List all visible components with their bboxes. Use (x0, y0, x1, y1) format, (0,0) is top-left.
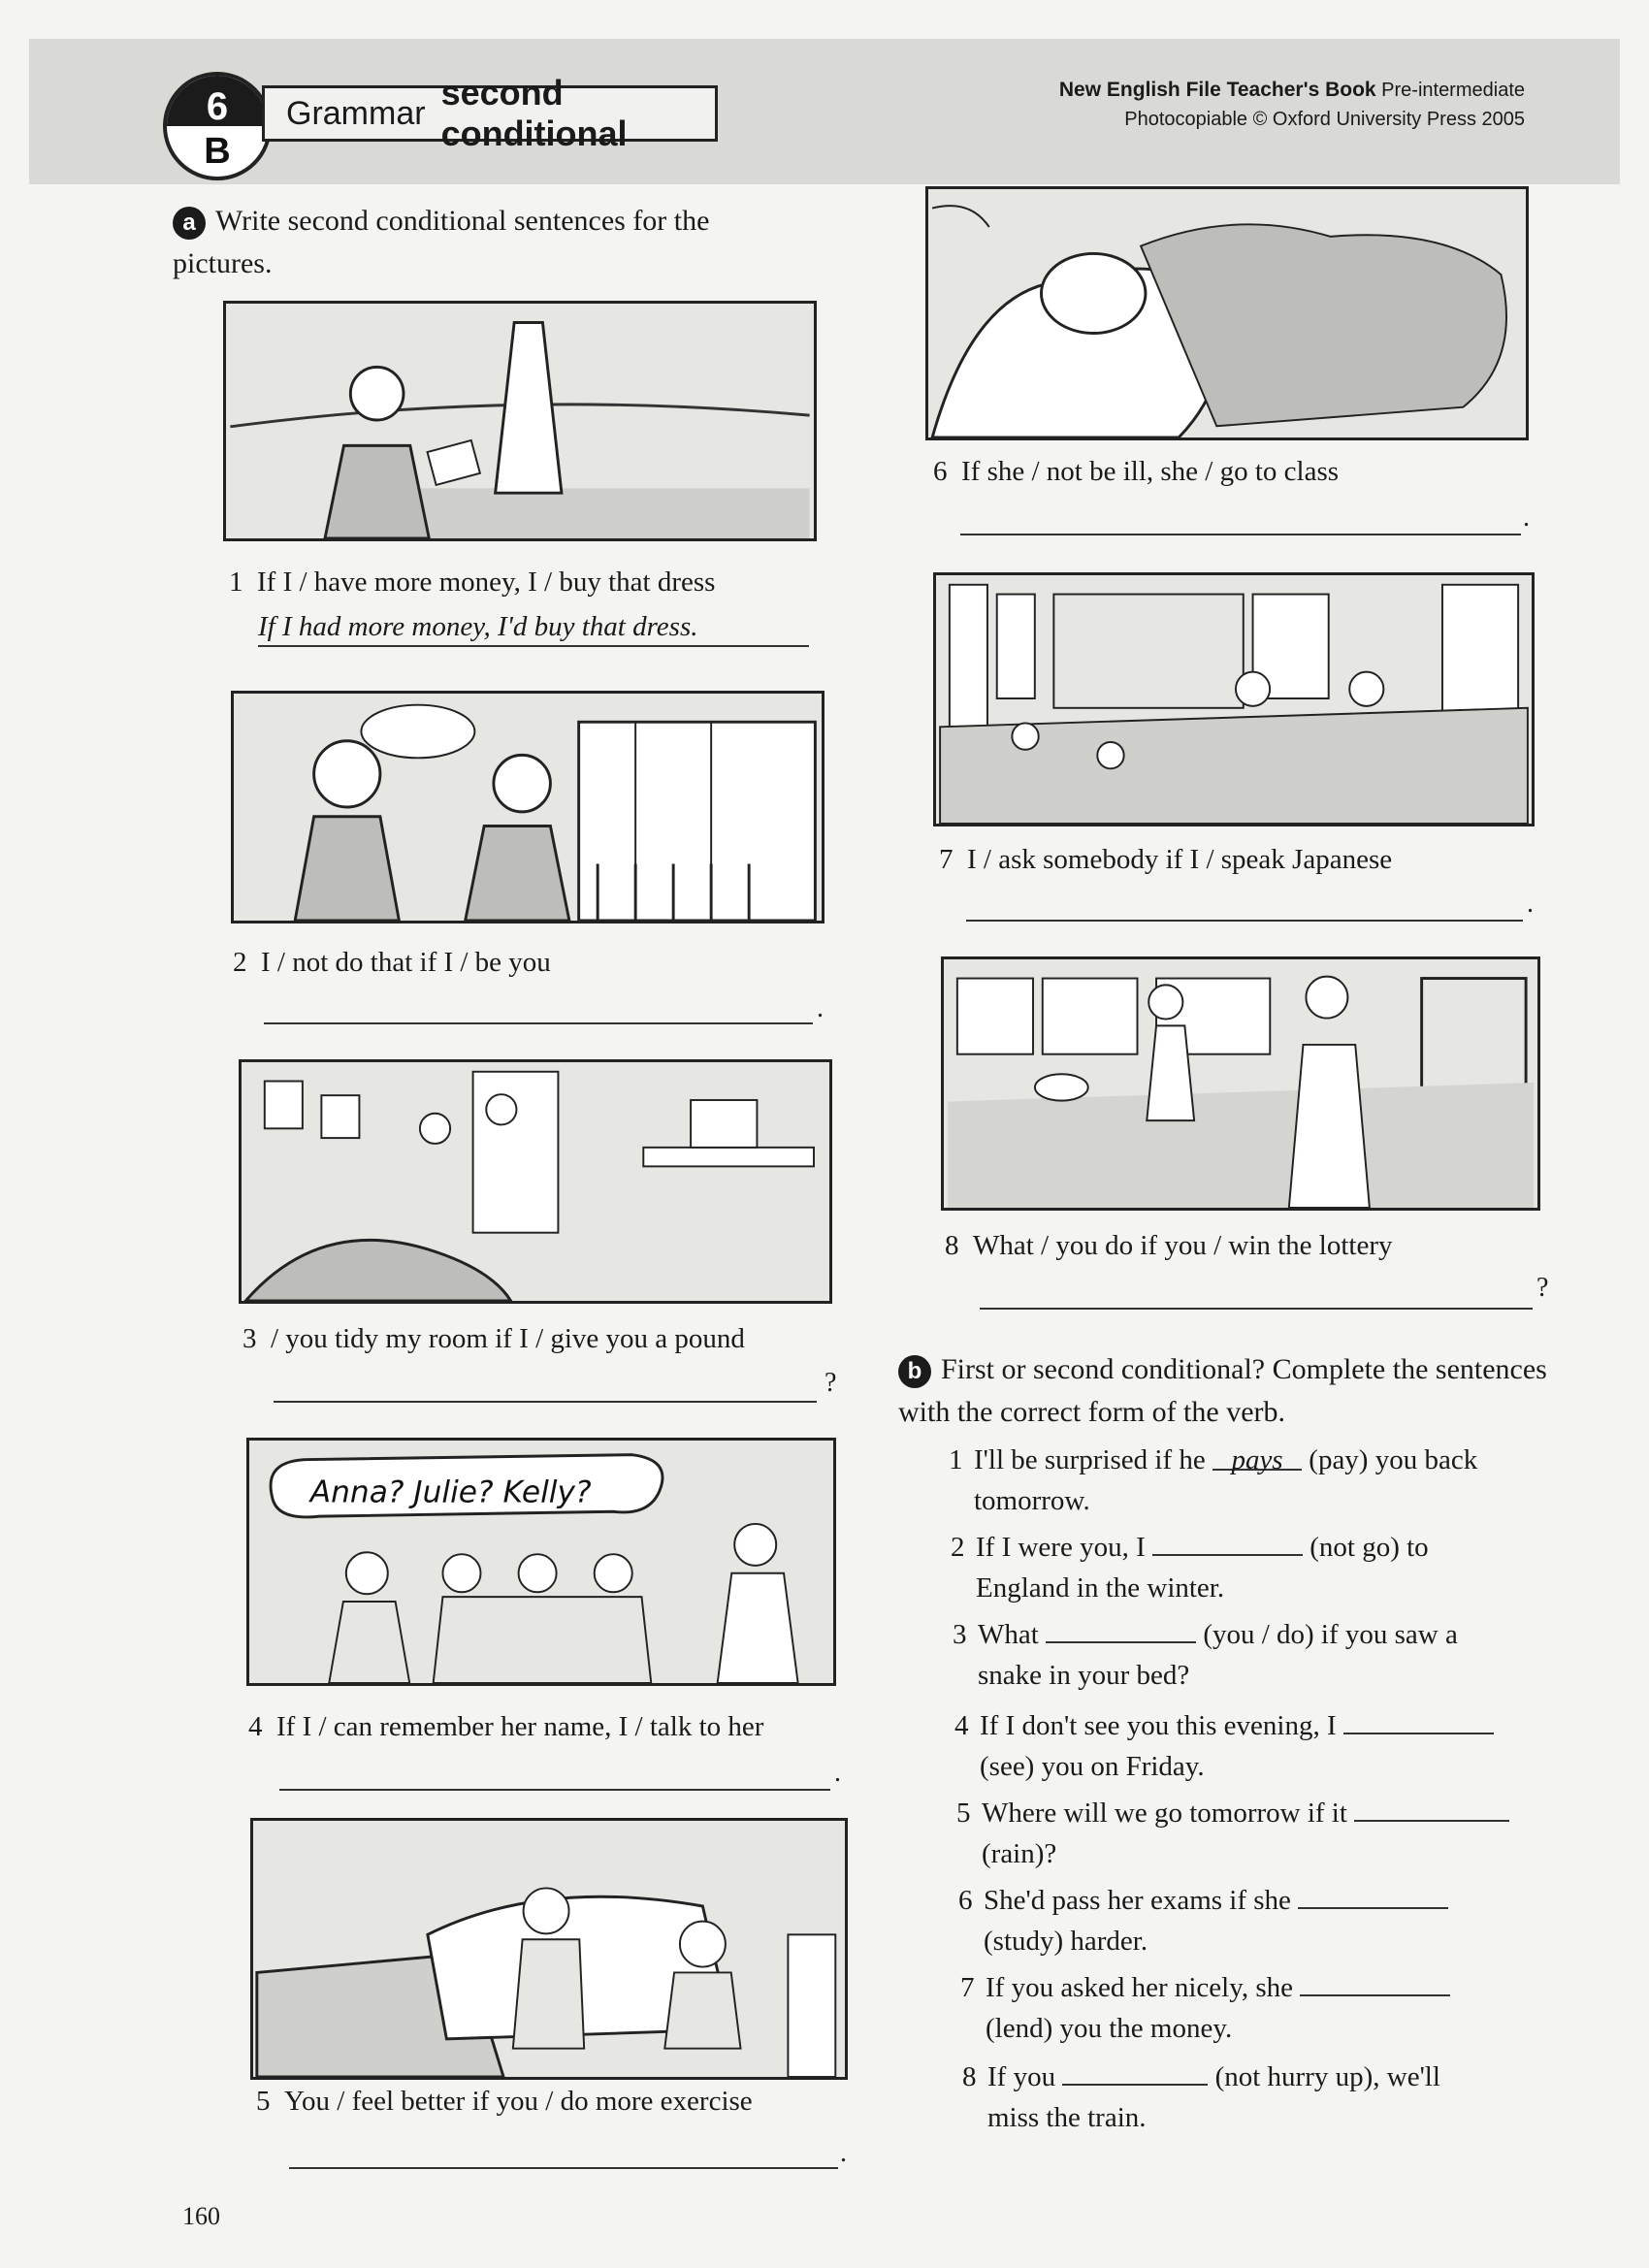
picture-3-illustration (242, 1062, 829, 1301)
a-item-1-prompt: 1 If I / have more money, I / buy that dress (229, 567, 716, 598)
picture-6-illustration (928, 189, 1526, 437)
b-item-1-blank[interactable]: pays (1212, 1440, 1302, 1471)
book-title: New English File Teacher's Book (1058, 79, 1376, 101)
picture-8-illustration (944, 959, 1537, 1208)
a-item-5-answer-line[interactable] (289, 2167, 838, 2169)
b-item-6: 6 She'd pass her exams if she (study) harder. (958, 1878, 1579, 1961)
a-item-5-prompt: 5 You / feel better if you / do more exercise (256, 2086, 753, 2117)
page-number: 160 (182, 2202, 220, 2230)
a-item-8-punct: ? (1536, 1273, 1549, 1303)
picture-2 (231, 691, 824, 923)
topic-label: second conditional (440, 73, 628, 153)
picture-6 (925, 186, 1529, 440)
picture-1-illustration (226, 304, 814, 538)
picture-7-illustration (936, 575, 1532, 824)
b-item-5: 5 Where will we go tomorrow if it (rain)? (956, 1791, 1577, 1874)
b-item-4-blank[interactable] (1343, 1703, 1494, 1734)
picture-5 (250, 1818, 848, 2080)
picture-4 (246, 1438, 836, 1686)
a-item-6-answer-line[interactable] (960, 534, 1521, 535)
book-level: Pre-intermediate (1381, 80, 1525, 101)
exercise-b-instruction: b First or second conditional? Complete the sentences with the correct form of the verb. (898, 1353, 1547, 1428)
section-label: Grammar (286, 94, 426, 132)
a-item-2-prompt: 2 I / not do that if I / be you (233, 947, 551, 978)
publisher-info (1059, 76, 1525, 134)
exercise-a-instruction: a Write second conditional sentences for the pictures. (173, 205, 710, 279)
picture-2-illustration (234, 694, 822, 921)
b-item-6-blank[interactable] (1298, 1878, 1448, 1909)
a-item-2-punct: . (817, 993, 824, 1023)
a-item-4-punct: . (834, 1758, 841, 1788)
b-item-4: 4 If I don't see you this evening, I (see) you on Friday. (954, 1703, 1575, 1787)
b-item-1: 1 I'll be surprised if he pays (pay) you back tomorrow. (949, 1440, 1569, 1521)
b-item-5-blank[interactable] (1354, 1791, 1509, 1822)
a-item-5-punct: . (840, 2138, 847, 2168)
picture-5-illustration (253, 1821, 845, 2077)
unit-number: 6 (167, 76, 268, 126)
a-item-4-prompt: 4 If I / can remember her name, I / talk to her (248, 1711, 764, 1742)
b-item-3-blank[interactable] (1046, 1612, 1196, 1643)
a-item-4-answer-line[interactable] (279, 1789, 830, 1791)
a-item-7-prompt: 7 I / ask somebody if I / speak Japanese (939, 844, 1393, 875)
exercise-a-icon: a (173, 207, 206, 240)
a-item-3-punct: ? (824, 1368, 837, 1398)
a-item-7-punct: . (1527, 889, 1534, 919)
picture-7 (933, 572, 1535, 826)
a-item-6-prompt: 6 If she / not be ill, she / go to class (933, 456, 1340, 487)
picture-8 (941, 956, 1540, 1211)
unit-letter: B (204, 130, 231, 172)
picture-3 (239, 1059, 832, 1304)
page-title (262, 73, 718, 153)
b-item-8: 8 If you (not hurry up), we'll miss the train. (962, 2055, 1583, 2138)
b-item-3: 3 What (you / do) if you saw a snake in your bed? (953, 1612, 1573, 1696)
a-item-8-answer-line[interactable] (980, 1308, 1533, 1310)
a-item-3-prompt: 3 / you tidy my room if I / give you a pound (242, 1323, 745, 1354)
b-item-2: 2 If I were you, I (not go) to England in the winter. (951, 1525, 1571, 1608)
a-item-7-answer-line[interactable] (966, 920, 1523, 922)
picture-1 (223, 301, 817, 541)
a-item-3-answer-line[interactable] (274, 1401, 817, 1403)
speech-bubble-text: Anna? Julie? Kelly? (309, 1474, 592, 1510)
unit-badge (163, 72, 272, 180)
b-item-2-blank[interactable] (1152, 1525, 1303, 1556)
a-item-2-answer-line[interactable] (264, 1022, 813, 1024)
b-item-8-blank[interactable] (1062, 2055, 1208, 2086)
a-item-1-answer: If I had more money, I'd buy that dress. (258, 611, 809, 647)
copyright: Photocopiable © Oxford University Press 2005 (1124, 109, 1525, 130)
a-item-8-prompt: 8 What / you do if you / win the lottery (945, 1230, 1393, 1261)
b-item-7: 7 If you asked her nicely, she (lend) you the money. (960, 1965, 1581, 2049)
b-item-7-blank[interactable] (1300, 1965, 1450, 1996)
exercise-b-icon: b (898, 1355, 931, 1388)
picture-4-illustration (249, 1441, 833, 1683)
a-item-6-punct: . (1523, 502, 1530, 533)
